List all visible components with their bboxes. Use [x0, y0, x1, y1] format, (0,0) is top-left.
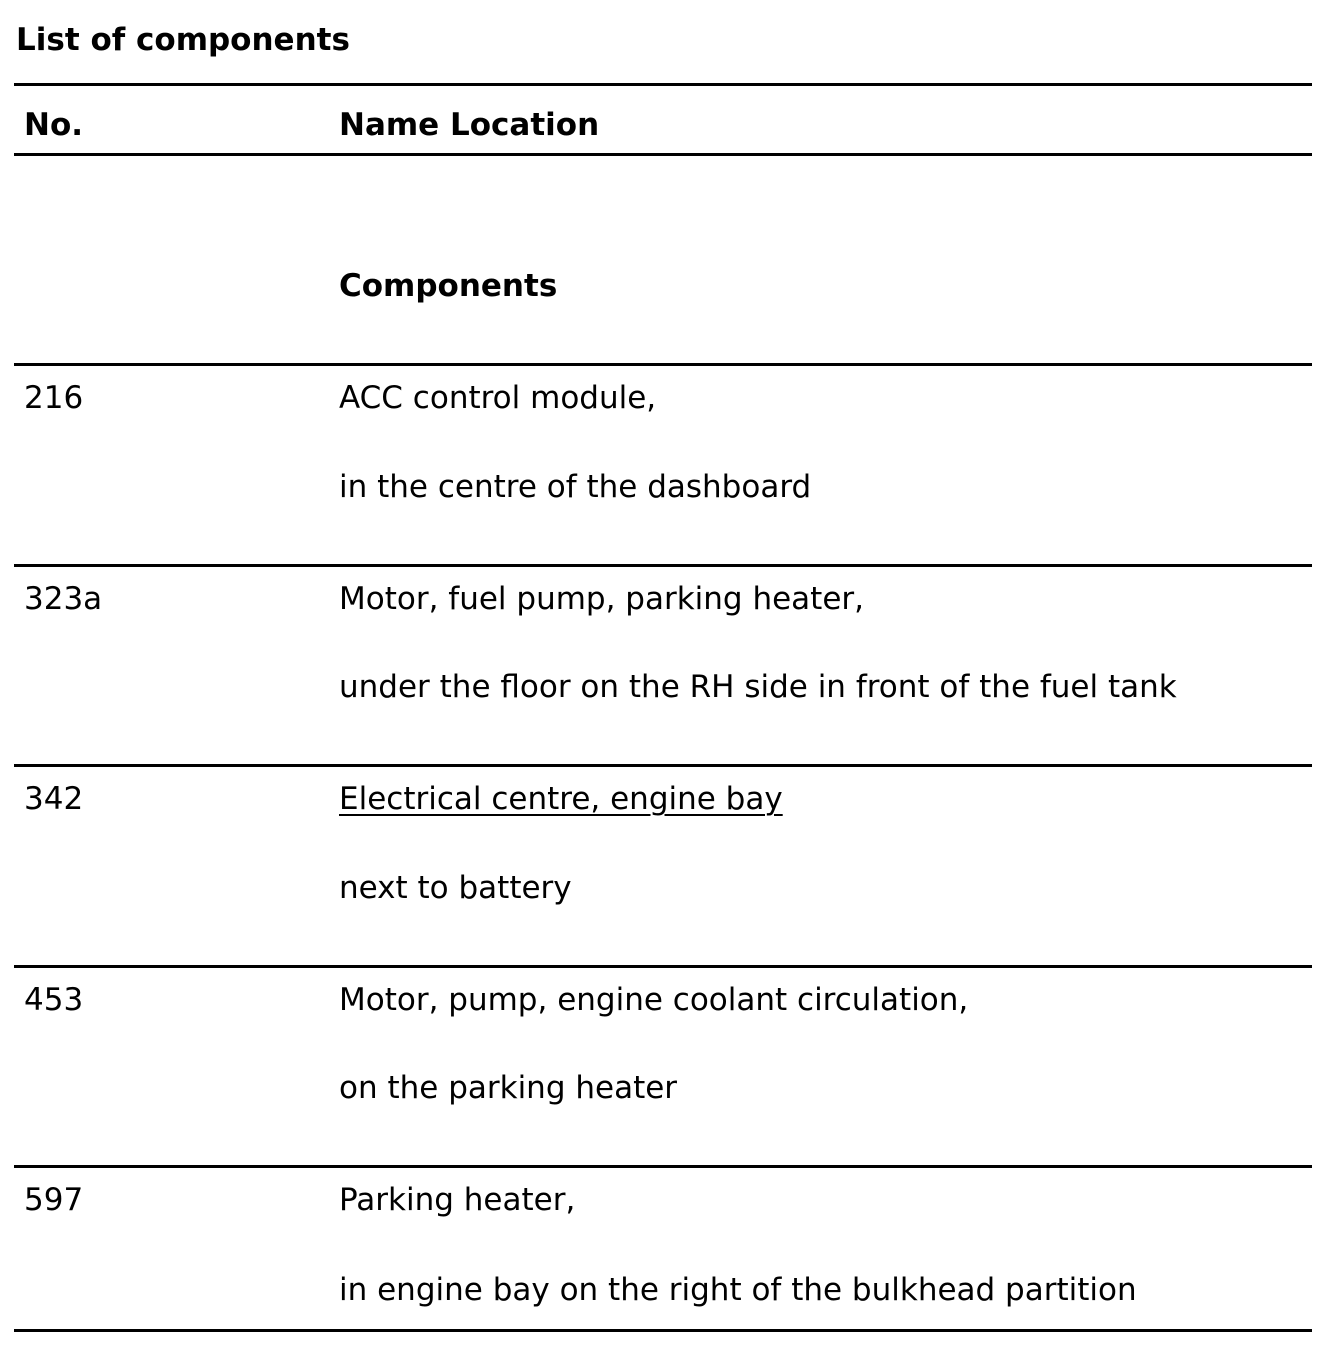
table-top-rule [14, 83, 1312, 86]
header-number: No. [24, 107, 84, 143]
row-number: 453 [24, 982, 84, 1018]
row-location: next to battery [339, 870, 572, 906]
row-divider [14, 363, 1312, 366]
row-divider [14, 564, 1312, 567]
row-name: Motor, pump, engine coolant circulation, [339, 982, 969, 1018]
row-location: under the floor on the RH side in front of the fuel tank [339, 669, 1177, 705]
row-divider [14, 965, 1312, 968]
document-title: List of components [16, 22, 350, 58]
row-divider [14, 1165, 1312, 1168]
section-heading: Components [339, 268, 558, 304]
row-location: in engine bay on the right of the bulkhead partition [339, 1272, 1137, 1308]
row-name: Parking heater, [339, 1182, 576, 1218]
row-number: 597 [24, 1182, 84, 1218]
row-location: in the centre of the dashboard [339, 469, 812, 505]
row-number: 342 [24, 781, 84, 817]
table-bottom-rule [14, 1329, 1312, 1332]
row-location: on the parking heater [339, 1070, 678, 1106]
row-number: 323a [24, 581, 103, 617]
header-bottom-rule [14, 153, 1312, 156]
header-name-location: Name Location [339, 107, 600, 143]
row-name: Motor, fuel pump, parking heater, [339, 581, 865, 617]
row-divider [14, 764, 1312, 767]
row-name-link[interactable]: Electrical centre, engine bay [339, 781, 783, 817]
row-name: ACC control module, [339, 380, 657, 416]
row-number: 216 [24, 380, 84, 416]
